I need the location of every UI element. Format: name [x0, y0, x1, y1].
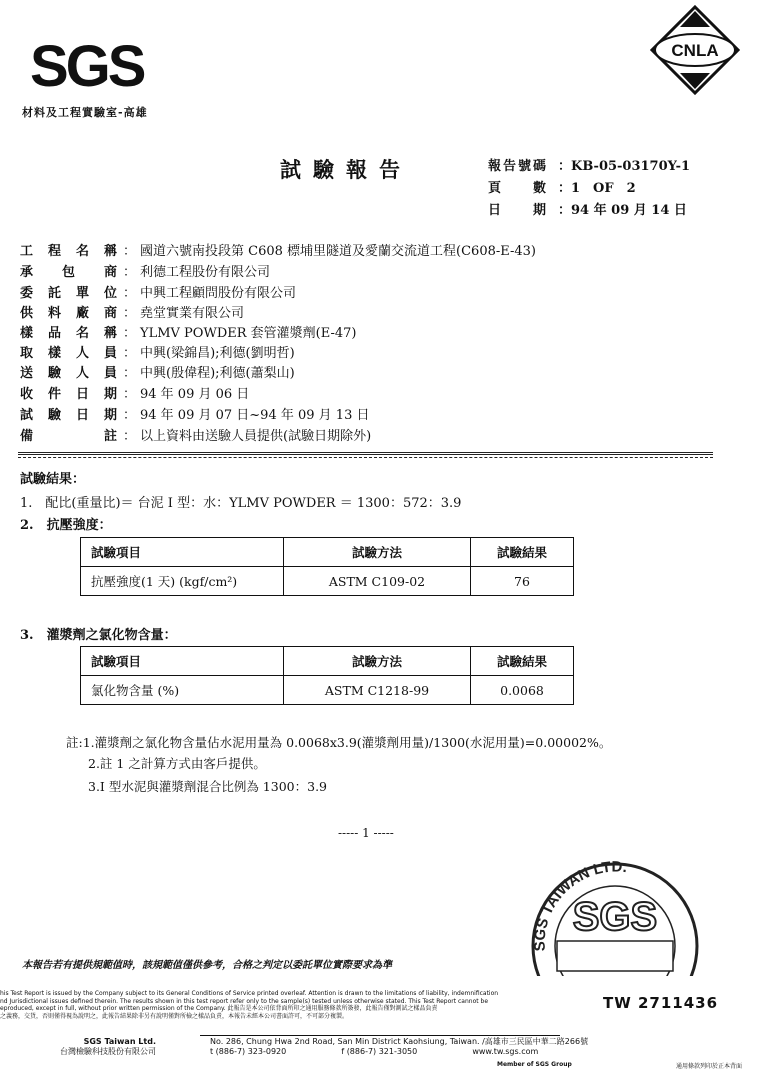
- table-row: [81, 567, 574, 596]
- compressive-strength-heading: 2. 抗壓強度：: [20, 518, 112, 533]
- info-row-submitter: 送驗人員 ： 中興(殷偉程);利德(蕭梨山): [20, 366, 295, 381]
- table-cell: 76: [471, 567, 574, 596]
- fine-print-line: eproduced, except in full, without prior written permission of the Company. 此報告是本公司依背面所印之通用服務條款所簽發，此報告僅對測試之樣品負責: [0, 1005, 438, 1012]
- table-row: [81, 676, 574, 705]
- table-header: 試驗結果: [471, 647, 574, 676]
- table-header: 試驗方法: [284, 538, 471, 567]
- note-2: 2.註 1 之計算方式由客戶提供。: [88, 756, 266, 771]
- table-cell: 抗壓強度(1 天) (kgf/cm²): [81, 567, 284, 596]
- table-cell: ASTM C1218-99: [284, 676, 471, 705]
- cnla-accreditation-icon: [650, 5, 740, 95]
- table-header: 試驗項目: [81, 538, 284, 567]
- footer-tel: t (886-7) 323-0920: [210, 1047, 287, 1056]
- company-zh: 台灣檢驗科技股份有限公司: [60, 1047, 156, 1056]
- svg-text:SGS TAIWAN LTD.: SGS TAIWAN LTD.: [531, 858, 628, 952]
- fine-print-line: his Test Report is issued by the Company subject to its General Conditions of Service printed overleaf. Attention is drawn to the limitations of liability, indemnification: [0, 990, 499, 997]
- info-row-sampler: 取樣人員 ： 中興(梁錦昌);利德(劉明哲): [20, 346, 295, 361]
- page-number: ----- 1 -----: [338, 826, 394, 840]
- table-cell: 0.0068: [471, 676, 574, 705]
- info-row-project: 工程名稱 ： 國道六號南投段第 C608 標埔里隧道及愛蘭交流道工程(C608-E-43): [20, 244, 536, 259]
- sgs-logo: [30, 34, 148, 98]
- info-row-remark: 備註 ： 以上資料由送驗人員提供(試驗日期除外): [20, 429, 372, 444]
- lab-name: 材料及工程實驗室-高雄: [22, 106, 148, 119]
- footer-contact: [210, 1037, 588, 1057]
- chloride-table: [80, 646, 574, 705]
- table-header: 試驗項目: [81, 647, 284, 676]
- table-header: 試驗結果: [471, 538, 574, 567]
- mix-ratio: 1. 配比(重量比)＝ 台泥 I 型：水：YLMV POWDER ＝ 1300：572：3.9: [20, 496, 462, 511]
- table-cell: 氯化物含量 (%): [81, 676, 284, 705]
- fine-print-line: nd Jurisdictional issues defined therein. The results shown in this test report refer only to the sample(s) tested unless otherwise stated. This Test Report cannot be: [0, 997, 489, 1005]
- info-row-contractor: 承包商 ： 利德工程股份有限公司: [20, 265, 271, 280]
- note-1: 註:1.灌漿劑之氯化物含量佔水泥用量為 0.0068x3.9(灌漿劑用量)/1300(水泥用量)=0.00002%。: [66, 735, 612, 750]
- disclaimer: 本報告若有提供規範值時，該規範值僅供參考，合格之判定以委託單位實際要求為準: [22, 960, 392, 971]
- chloride-heading: 3. 灌漿劑之氯化物含量：: [20, 628, 177, 643]
- footer-note: 通用條款列印於正本背面: [676, 1063, 743, 1070]
- footer-rule: [200, 1035, 560, 1036]
- svg-text:SGS: SGS: [572, 895, 658, 939]
- footer-fax: f (886-7) 321-3050: [341, 1047, 418, 1056]
- svg-text:CNLA: CNLA: [671, 41, 719, 60]
- company-en: SGS Taiwan Ltd.: [83, 1037, 156, 1046]
- info-row-client: 委託單位 ： 中興工程顧問股份有限公司: [20, 286, 297, 301]
- info-row-sample: 樣品名稱 ： YLMV POWDER 套管灌漿劑(E-47): [20, 326, 357, 341]
- fine-print-line: 之義務，交貨，否則僅得視為說明之，此報告結果除非另有說明僅對所檢之樣品負責，本報告未經本公司書面許可，不可部分複製。: [0, 1012, 349, 1020]
- table-cell: ASTM C109-02: [284, 567, 471, 596]
- footer-address: No. 286, Chung Hwa 2nd Road, San Min District Kaohsiung, Taiwan. /高雄市三民區中華二路266號: [210, 1037, 589, 1046]
- report-title: 試驗報告: [280, 157, 412, 182]
- svg-text:SGS: SGS: [30, 34, 144, 98]
- note-3: 3.I 型水泥與灌漿劑混合比例為 1300：3.9: [88, 779, 328, 794]
- report-date: 日 期 ：94 年 09 月 14 日: [488, 203, 687, 218]
- page-count: 頁 數 ：1 OF 2: [488, 181, 636, 196]
- table-header: 試驗方法: [284, 647, 471, 676]
- results-heading: 試驗結果：: [20, 472, 86, 487]
- divider: [18, 457, 713, 458]
- footer-web[interactable]: www.tw.sgs.com: [472, 1047, 539, 1056]
- report-number: 報告號碼 ：KB-05-03170Y-1: [488, 159, 691, 174]
- info-row-received: 收件日期 ： 94 年 09 月 06 日: [20, 387, 250, 402]
- compressive-strength-table: [80, 537, 574, 596]
- footer-company: [60, 1037, 156, 1057]
- info-row-supplier: 供料廠商 ： 堯堂實業有限公司: [20, 306, 245, 321]
- fine-print: [0, 990, 498, 1020]
- company-seal-icon: [515, 846, 715, 976]
- info-row-test-date: 試驗日期 ： 94 年 09 月 07 日~94 年 09 月 13 日: [20, 408, 370, 423]
- footer-member: Member of SGS Group: [497, 1061, 572, 1068]
- divider: [18, 452, 713, 455]
- serial-number: TW 2711436: [603, 994, 719, 1012]
